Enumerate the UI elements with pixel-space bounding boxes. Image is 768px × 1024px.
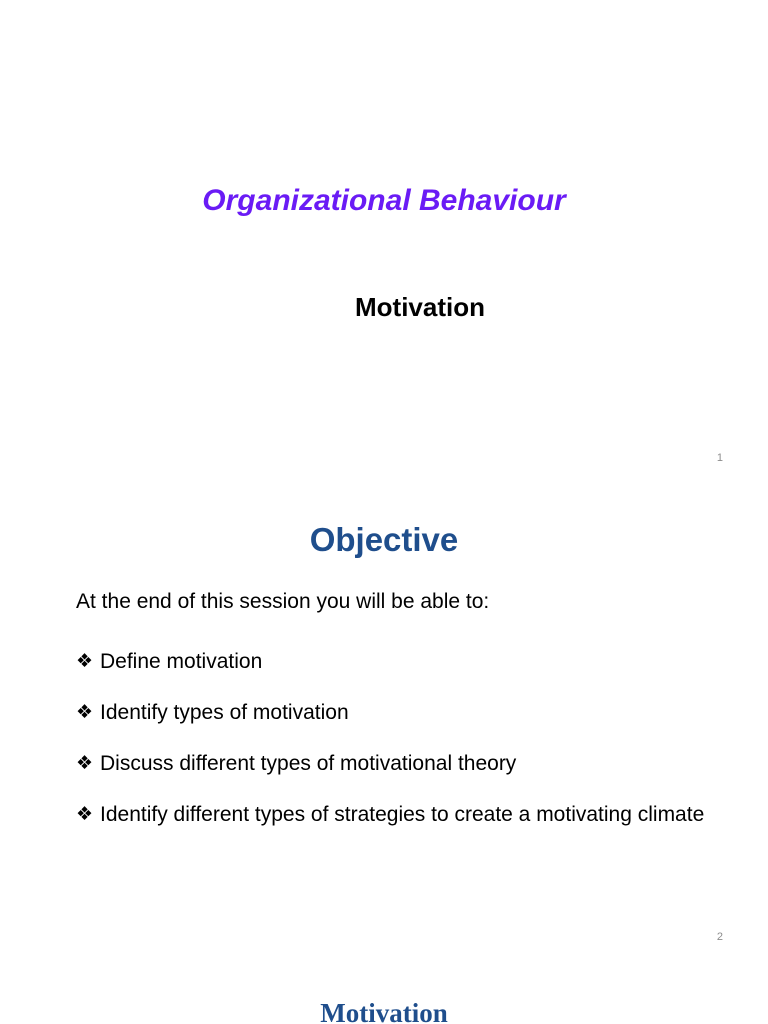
page-number: 2	[716, 931, 723, 943]
four-diamond-bullet-icon: ❖	[76, 651, 94, 672]
slide-subtitle: Motivation	[355, 292, 485, 322]
slide-3	[0, 960, 768, 1024]
slide-1	[0, 0, 768, 480]
list-item	[76, 639, 735, 685]
list-item	[76, 792, 735, 838]
list-item-text: Define motivation	[100, 650, 263, 673]
list-item-text: Discuss different types of motivational theory	[100, 752, 517, 775]
slide-title: Motivation	[320, 998, 448, 1024]
slide-2	[0, 480, 768, 960]
slide-title: Organizational Behaviour	[202, 184, 566, 217]
list-item-text: Identify types of motivation	[100, 701, 349, 724]
four-diamond-bullet-icon: ❖	[76, 753, 94, 774]
four-diamond-bullet-icon: ❖	[76, 702, 94, 723]
page-number: 1	[716, 452, 723, 464]
objective-title: Objective	[309, 521, 459, 558]
objective-list	[76, 639, 735, 843]
list-item	[76, 690, 735, 736]
list-item-text: Identify different types of strategies to create a motivating climate	[100, 803, 705, 826]
objective-intro: At the end of this session you will be able to:	[76, 590, 490, 613]
four-diamond-bullet-icon: ❖	[76, 804, 94, 825]
list-item	[76, 741, 735, 787]
